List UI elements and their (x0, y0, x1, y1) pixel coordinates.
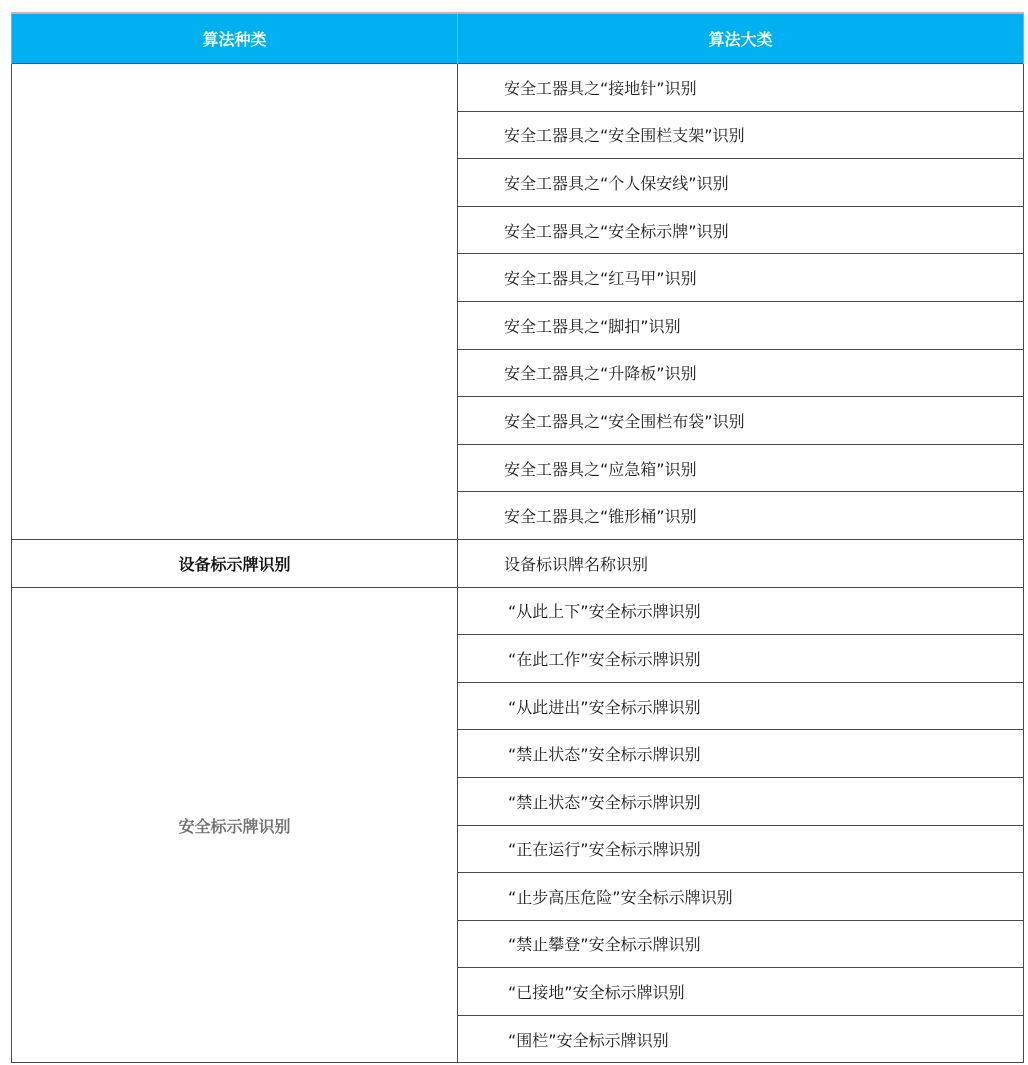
algorithm-cell: 安全工器具之“接地针”识别 (458, 64, 1024, 112)
algorithm-cell: 安全工器具之“个人保安线”识别 (458, 159, 1024, 207)
algorithm-cell: “从此进出”安全标示牌识别 (458, 682, 1024, 730)
header-category: 算法种类 (12, 13, 458, 64)
algorithm-cell: 安全工器具之“安全围栏布袋”识别 (458, 397, 1024, 445)
algorithm-cell: “正在运行”安全标示牌识别 (458, 825, 1024, 873)
algorithm-cell: 安全工器具之“安全围栏支架”识别 (458, 111, 1024, 159)
table-row (12, 539, 1024, 587)
algorithm-table (11, 12, 1024, 1063)
algorithm-cell: “禁止状态”安全标示牌识别 (458, 730, 1024, 778)
algorithm-cell: 设备标识牌名称识别 (458, 539, 1024, 587)
algorithm-cell: 安全工器具之“应急箱”识别 (458, 444, 1024, 492)
algorithm-cell: 安全工器具之“锥形桶”识别 (458, 492, 1024, 540)
algorithm-cell: “已接地”安全标示牌识别 (458, 968, 1024, 1016)
algorithm-cell: 安全工器具之“红马甲”识别 (458, 254, 1024, 302)
algorithm-cell: 安全工器具之“安全标示牌”识别 (458, 206, 1024, 254)
table-row (12, 587, 1024, 635)
algorithm-cell: 安全工器具之“脚扣”识别 (458, 301, 1024, 349)
algorithm-table-container (11, 12, 1023, 1063)
table-row (12, 64, 1024, 112)
header-algorithm: 算法大类 (458, 13, 1024, 64)
algorithm-cell: “止步高压危险”安全标示牌识别 (458, 873, 1024, 921)
algorithm-cell: “禁止攀登”安全标示牌识别 (458, 920, 1024, 968)
algorithm-cell: “禁止状态”安全标示牌识别 (458, 777, 1024, 825)
category-cell-tools (12, 64, 458, 540)
table-header-row (12, 13, 1024, 64)
category-cell-safety-sign: 安全标示牌识别 (12, 587, 458, 1063)
algorithm-cell: “围栏”安全标示牌识别 (458, 1015, 1024, 1063)
algorithm-cell: “在此工作”安全标示牌识别 (458, 635, 1024, 683)
category-cell-equipment-sign: 设备标示牌识别 (12, 539, 458, 587)
algorithm-cell: “从此上下”安全标示牌识别 (458, 587, 1024, 635)
algorithm-cell: 安全工器具之“升降板”识别 (458, 349, 1024, 397)
